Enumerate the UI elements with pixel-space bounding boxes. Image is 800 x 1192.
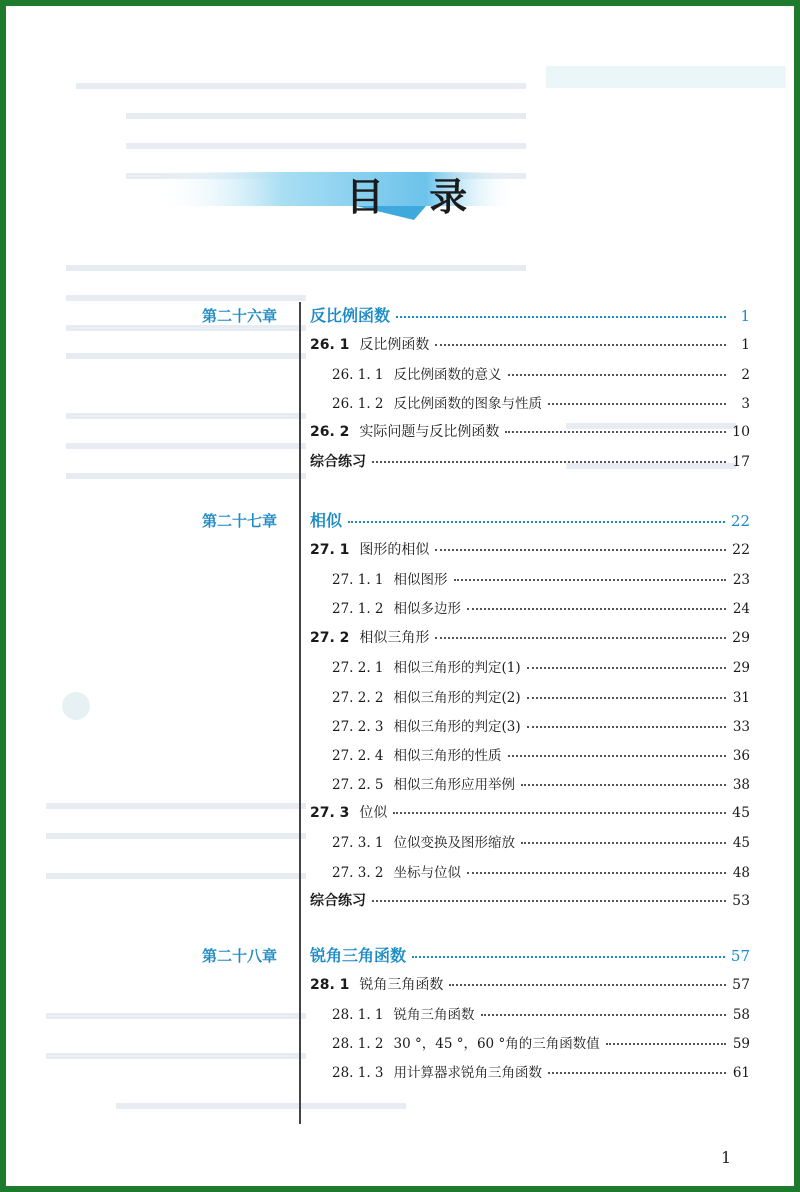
page-ref: 57 [730,947,750,965]
subsection-title: 用计算器求锐角三角函数 [393,1065,543,1081]
dot-leader [435,343,726,346]
subsection-title: 相似图形 [393,572,448,588]
page-ref: 23 [732,572,750,588]
section-number: 27. 2 [310,630,350,646]
chapter-title: 相似 [310,511,343,530]
subsection-title: 坐标与位似 [393,865,462,881]
page-ref: 48 [732,865,750,881]
toc-section-entry[interactable] [310,421,750,441]
chapter-title: 反比例函数 [310,306,391,325]
page-number: 1 [721,1148,732,1167]
dot-leader [454,578,726,581]
page-ref: 57 [732,977,750,993]
subsection-number: 28. 1. 3 [332,1065,384,1081]
chapter-label: 第二十八章 [202,947,278,965]
section-number: 27. 3 [310,805,350,821]
subsection-number: 27. 3. 2 [332,865,384,881]
page-ref: 58 [732,1007,750,1023]
dot-leader [412,955,725,958]
toc-section-entry[interactable] [310,539,750,559]
toc-subsection-entry[interactable] [332,715,750,735]
dot-leader [606,1042,726,1045]
subsection-number: 27. 1. 2 [332,601,384,617]
section-title: 综合练习 [310,454,366,470]
dot-leader [527,725,726,728]
subsection-number: 28. 1. 2 [332,1036,384,1052]
chapter-title: 锐角三角函数 [310,946,407,965]
toc-subsection-entry[interactable] [332,861,750,881]
dot-leader [505,430,726,433]
toc-chapter-entry[interactable] [310,303,750,326]
subsection-title: 反比例函数的意义 [393,367,502,383]
dot-leader [396,315,726,318]
page-ref: 3 [741,396,750,412]
subsection-title: 位似变换及图形缩放 [393,835,516,851]
page-ref: 1 [741,337,750,353]
dot-leader [348,520,725,523]
toc-review-entry[interactable] [310,890,750,910]
subsection-title: 相似三角形的判定(3) [393,719,521,735]
subsection-number: 27. 2. 4 [332,748,384,764]
dot-leader [508,754,726,757]
section-title: 锐角三角函数 [359,977,444,993]
section-number: 26. 2 [310,424,350,440]
dot-leader [372,460,726,463]
subsection-number: 27. 2. 5 [332,777,384,793]
toc-subsection-entry[interactable] [332,597,750,617]
page-ref: 22 [732,542,750,558]
toc-section-entry[interactable] [310,974,750,994]
page-ref: 36 [732,748,750,764]
toc-subsection-entry[interactable] [332,1032,750,1052]
toc-section-entry[interactable] [310,334,750,354]
page-ref: 17 [732,454,750,470]
dot-leader [521,841,726,844]
dot-leader [449,983,726,986]
subsection-number: 28. 1. 1 [332,1007,384,1023]
page-ref: 38 [732,777,750,793]
toc-subsection-entry[interactable] [332,1061,750,1081]
section-number: 27. 1 [310,542,350,558]
subsection-title: 相似三角形应用举例 [393,777,516,793]
dot-leader [481,1013,726,1016]
page-title: 目 录 [346,175,484,219]
toc-subsection-entry[interactable] [332,831,750,851]
page-ref: 53 [732,893,750,909]
toc-divider-line [299,302,301,1124]
page-ref: 29 [732,630,750,646]
dot-leader [548,1071,726,1074]
subsection-number: 27. 2. 3 [332,719,384,735]
subsection-number: 27. 2. 1 [332,660,384,676]
section-title: 位似 [359,805,388,821]
subsection-title: 30 °，45 °，60 °角的三角函数值 [393,1036,600,1052]
chapter-label: 第二十六章 [202,307,278,325]
toc-subsection-entry[interactable] [332,773,750,793]
dot-leader [467,607,726,610]
chapter-label: 第二十七章 [202,512,278,530]
page-ref: 10 [732,424,750,440]
page-ref: 61 [732,1065,750,1081]
toc-subsection-entry[interactable] [332,744,750,764]
dot-leader [467,871,726,874]
dot-leader [527,696,726,699]
subsection-title: 相似三角形的性质 [393,748,502,764]
toc-subsection-entry[interactable] [332,392,750,412]
subsection-number: 27. 3. 1 [332,835,384,851]
page-ref: 29 [732,660,750,676]
page-ref: 33 [732,719,750,735]
page-ref: 31 [732,690,750,706]
dot-leader [521,783,726,786]
toc-review-entry[interactable] [310,451,750,471]
dot-leader [435,548,726,551]
section-number: 28. 1 [310,977,350,993]
dot-leader [508,373,726,376]
subsection-title: 相似三角形的判定(1) [393,660,521,676]
page-ref: 22 [730,512,750,530]
dot-leader [393,811,726,814]
subsection-title: 锐角三角函数 [393,1007,475,1023]
dot-leader [548,402,726,405]
subsection-number: 26. 1. 1 [332,367,384,383]
subsection-number: 26. 1. 2 [332,396,384,412]
toc-subsection-entry[interactable] [332,1003,750,1023]
subsection-number: 27. 2. 2 [332,690,384,706]
subsection-title: 相似多边形 [393,601,462,617]
page-ref: 45 [732,835,750,851]
section-title: 反比例函数 [359,337,430,353]
section-title: 相似三角形 [359,630,430,646]
page-ref: 45 [732,805,750,821]
toc-chapter-entry[interactable] [310,943,750,966]
page-ref: 1 [740,307,750,325]
dot-leader [372,899,726,902]
dot-leader [527,666,726,669]
subsection-number: 27. 1. 1 [332,572,384,588]
page-ref: 2 [741,367,750,383]
toc-page [6,6,794,1186]
subsection-title: 反比例函数的图象与性质 [393,396,543,412]
section-title: 综合练习 [310,893,366,909]
toc-section-entry[interactable] [310,802,750,822]
subsection-title: 相似三角形的判定(2) [393,690,521,706]
section-title: 图形的相似 [359,542,430,558]
toc-subsection-entry[interactable] [332,363,750,383]
toc-subsection-entry[interactable] [332,686,750,706]
toc-subsection-entry[interactable] [332,568,750,588]
toc-subsection-entry[interactable] [332,656,750,676]
dot-leader [435,636,726,639]
toc-section-entry[interactable] [310,627,750,647]
page-ref: 24 [732,601,750,617]
page-ref: 59 [732,1036,750,1052]
section-title: 实际问题与反比例函数 [359,424,500,440]
section-number: 26. 1 [310,337,350,353]
toc-chapter-entry[interactable] [310,508,750,531]
